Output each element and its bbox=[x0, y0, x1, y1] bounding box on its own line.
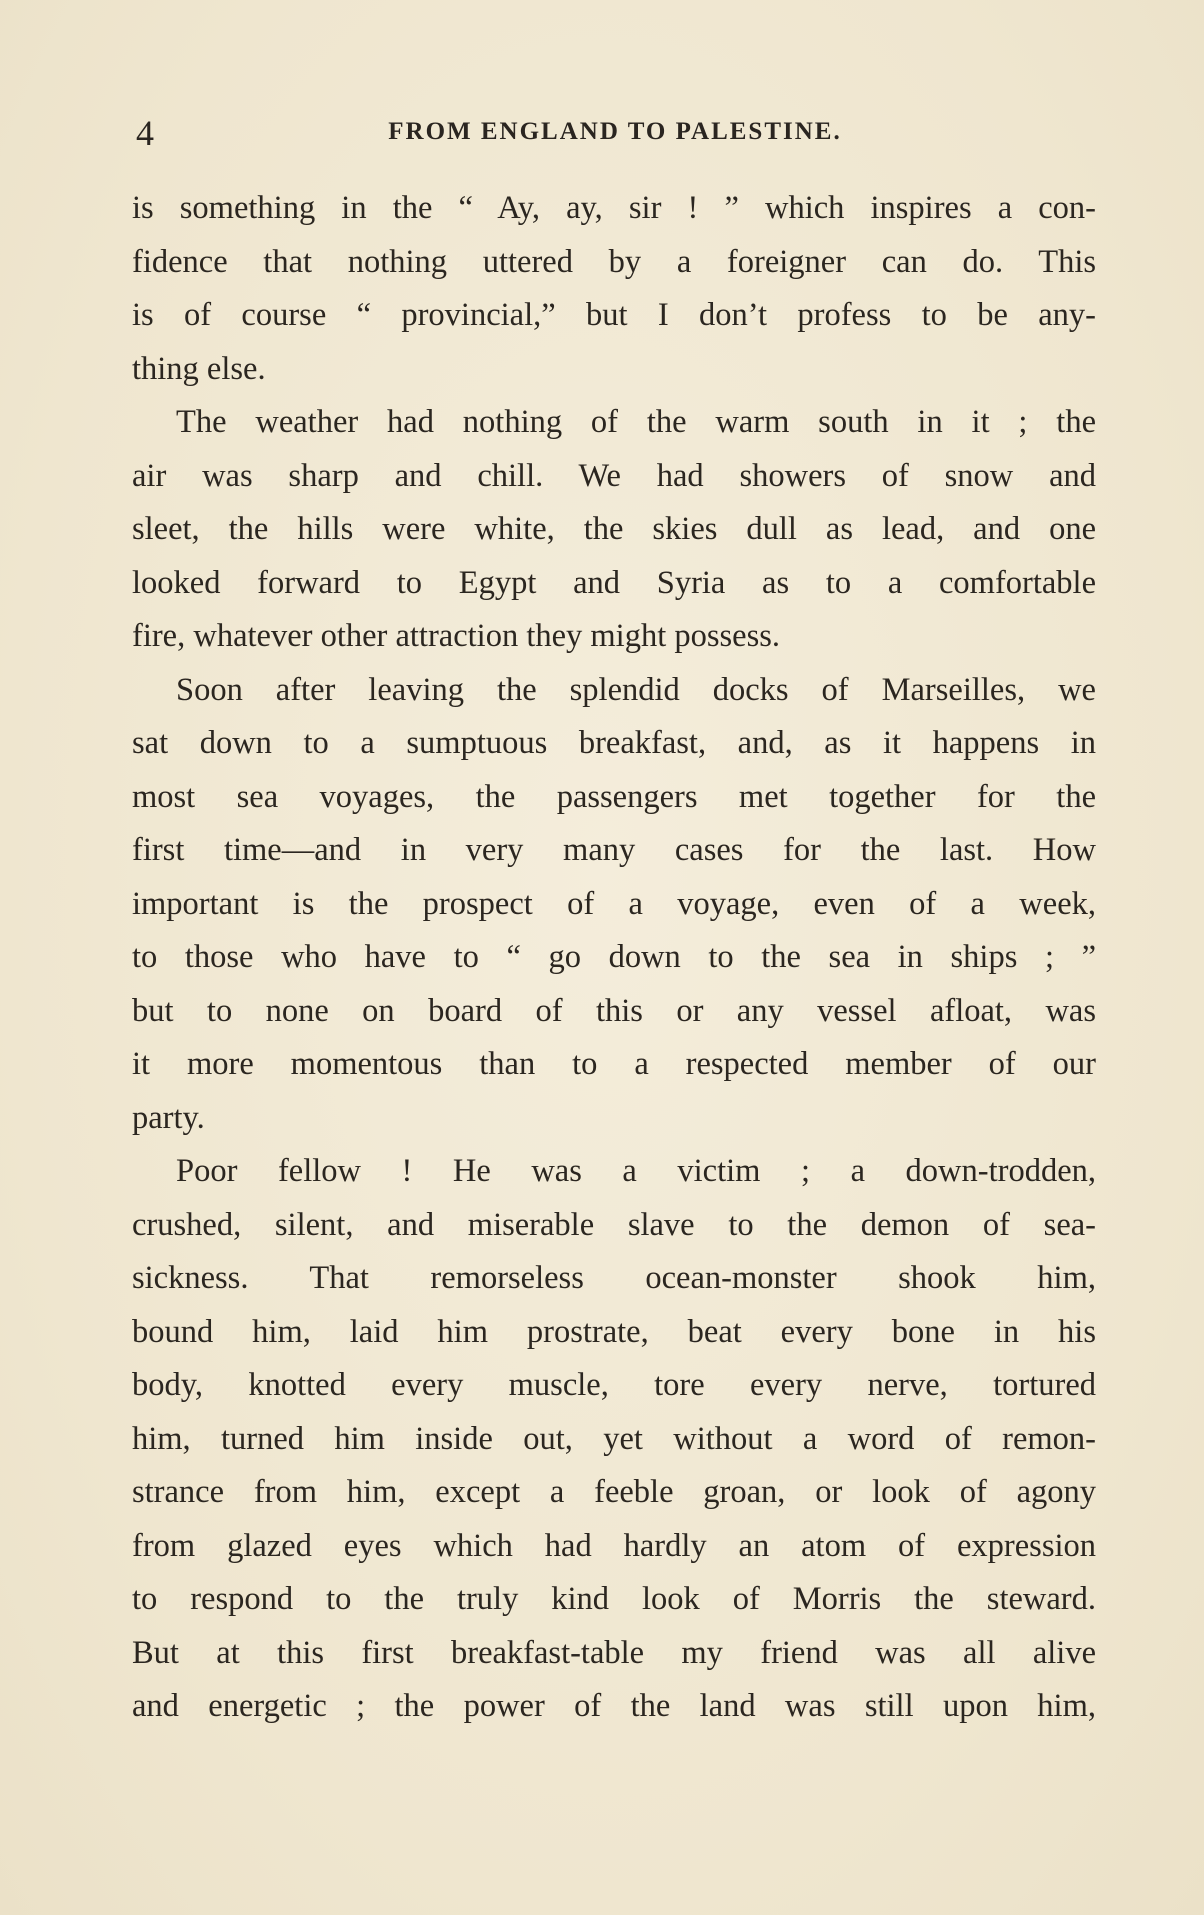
text-line: thing else. bbox=[132, 350, 266, 387]
text-line: first time—and in very many cases for the last. How bbox=[132, 832, 1096, 868]
text-line: fidence that nothing uttered by a foreigner can do. This bbox=[132, 243, 1096, 280]
text-line: crushed, silent, and miserable slave to the demon of sea- bbox=[132, 1206, 1096, 1243]
text-line: important is the prospect of a voyage, even of a week, bbox=[132, 885, 1096, 922]
text-line: bound him, laid him prostrate, beat every bone in his bbox=[132, 1313, 1096, 1350]
text-line: air was sharp and chill. We had showers of snow and bbox=[132, 457, 1096, 494]
text-line: looked forward to Egypt and Syria as to a comfortable bbox=[132, 564, 1096, 601]
text-line: Soon after leaving the splendid docks of Marseilles, we bbox=[176, 671, 1096, 708]
text-line: to those who have to “ go down to the sea in ships ; ” bbox=[132, 939, 1096, 975]
text-line: body, knotted every muscle, tore every nerve, tortured bbox=[132, 1367, 1096, 1403]
text-line: is of course “ provincial,” but I don’t profess to be any- bbox=[132, 297, 1096, 333]
text-line: sickness. That remorseless ocean-monster shook him, bbox=[132, 1260, 1096, 1296]
text-line: it more momentous than to a respected member of our bbox=[132, 1046, 1096, 1082]
text-line: But at this first breakfast-table my friend was all alive bbox=[132, 1634, 1096, 1671]
body-text bbox=[132, 182, 1096, 1734]
page-header bbox=[130, 112, 1100, 156]
text-line: sleet, the hills were white, the skies dull as lead, and one bbox=[132, 511, 1096, 547]
text-line: sat down to a sumptuous breakfast, and, as it happens in bbox=[132, 725, 1096, 761]
text-line: most sea voyages, the passengers met together for the bbox=[132, 778, 1096, 815]
page-number: 4 bbox=[136, 113, 154, 153]
text-line: but to none on board of this or any vessel afloat, was bbox=[132, 992, 1096, 1029]
text-line: to respond to the truly kind look of Morris the steward. bbox=[132, 1581, 1096, 1617]
text-line: is something in the “ Ay, ay, sir ! ” which inspires a con- bbox=[132, 190, 1096, 226]
text-line: from glazed eyes which had hardly an atom of expression bbox=[132, 1527, 1096, 1564]
text-line: Poor fellow ! He was a victim ; a down-trodden, bbox=[176, 1153, 1096, 1189]
text-line: strance from him, except a feeble groan, or look of agony bbox=[132, 1474, 1096, 1510]
running-head: FROM ENGLAND TO PALESTINE. bbox=[388, 118, 842, 145]
text-line: him, turned him inside out, yet without a word of remon- bbox=[132, 1420, 1096, 1457]
text-line: party. bbox=[132, 1099, 205, 1136]
text-line: fire, whatever other attraction they might possess. bbox=[132, 618, 781, 654]
text-line: and energetic ; the power of the land was still upon him, bbox=[132, 1688, 1096, 1724]
text-line: The weather had nothing of the warm south in it ; the bbox=[176, 404, 1096, 440]
